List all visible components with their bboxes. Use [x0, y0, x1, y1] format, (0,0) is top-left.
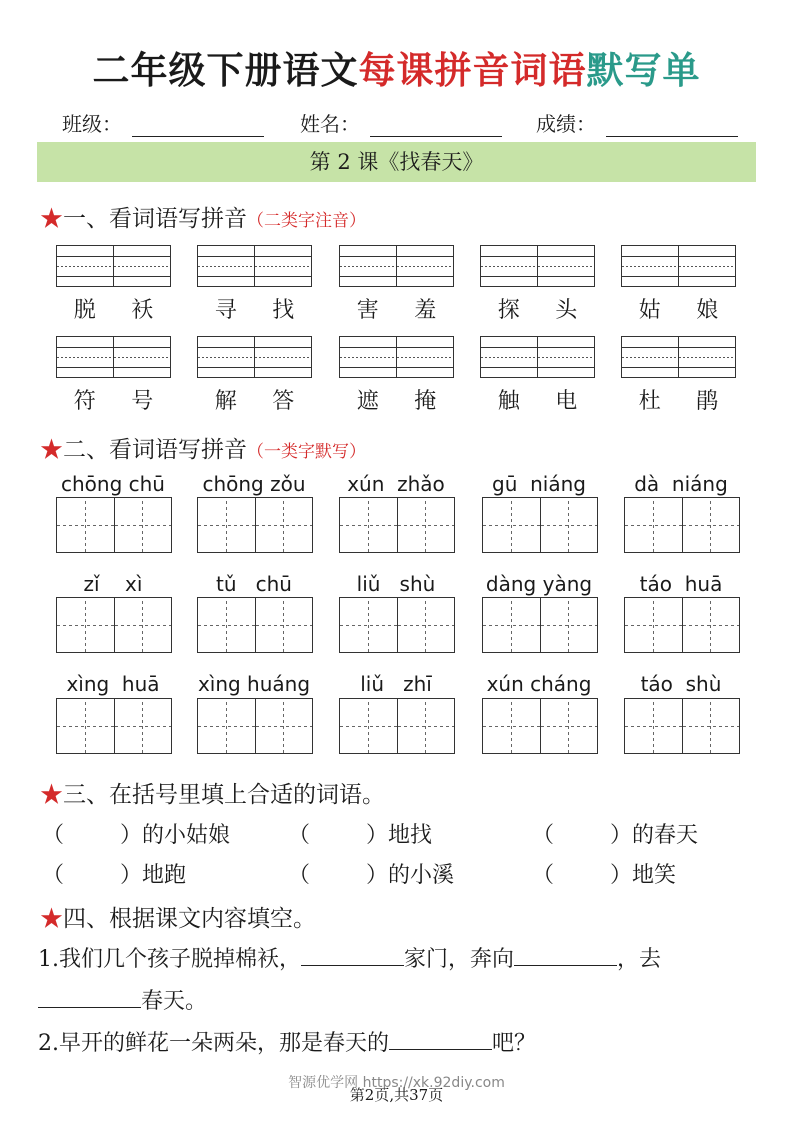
watermark: 智源优学网 https://xk.92diy.com — [288, 1075, 505, 1091]
pinyin-label: dàng yàng — [485, 572, 593, 596]
hanzi-char: 害 — [356, 298, 379, 323]
tianzige-box[interactable] — [339, 597, 455, 653]
pinyin-label: táo huā — [639, 572, 723, 596]
pinyin-cell[interactable] — [198, 246, 254, 286]
score-field — [536, 108, 738, 137]
pinyin-cell[interactable] — [396, 246, 453, 286]
class-blank[interactable] — [132, 116, 264, 137]
class-field — [62, 108, 264, 137]
fill-blank-item[interactable]: （ ）的小溪 — [288, 863, 454, 888]
tianzige-cell[interactable] — [397, 598, 455, 652]
pinyin-label: xún zhǎo — [347, 472, 445, 496]
pinyin-cell[interactable] — [254, 246, 311, 286]
tianzige-box[interactable] — [197, 497, 313, 553]
name-label: 姓名： — [300, 112, 360, 136]
hanzi-char: 解 — [214, 389, 237, 414]
star-icon: ★ — [40, 437, 63, 463]
tianzige-cell[interactable] — [255, 598, 313, 652]
pinyin-cell[interactable] — [254, 337, 311, 377]
tianzige-box[interactable] — [56, 497, 172, 553]
tianzige-box[interactable] — [197, 597, 313, 653]
hanzi-char: 电 — [555, 389, 578, 414]
section4-title: 四、根据课文内容填空。 — [63, 906, 316, 932]
pinyin-label: liǔ zhī — [360, 672, 432, 696]
hanzi-char: 袄 — [131, 298, 154, 323]
pinyin-label: xìng huáng — [197, 672, 311, 696]
hanzi-word — [197, 293, 312, 324]
tianzige-box[interactable] — [339, 497, 455, 553]
hanzi-word — [339, 384, 454, 415]
pinyin-cell[interactable] — [537, 337, 594, 377]
question-2 — [38, 1026, 536, 1057]
pinyin-cell[interactable] — [198, 337, 254, 377]
page-title — [0, 40, 793, 94]
q1-blank-1[interactable] — [301, 943, 404, 966]
q2-blank-1[interactable] — [389, 1027, 492, 1050]
tianzige-cell[interactable] — [198, 699, 255, 753]
tianzige-box[interactable] — [482, 497, 598, 553]
hanzi-char: 号 — [131, 389, 154, 414]
tianzige-cell[interactable] — [340, 498, 397, 552]
q2-text-a: 2.早开的鲜花一朵两朵，那是春天的 — [38, 1031, 389, 1056]
tianzige-cell[interactable] — [255, 498, 313, 552]
pinyin-write-box[interactable] — [621, 245, 736, 287]
tianzige-cell[interactable] — [483, 498, 540, 552]
pinyin-label: gū niáng — [492, 472, 586, 496]
tianzige-cell[interactable] — [483, 699, 540, 753]
pinyin-cell[interactable] — [678, 337, 735, 377]
class-label: 班级： — [62, 112, 122, 136]
tianzige-box[interactable] — [482, 597, 598, 653]
tianzige-cell[interactable] — [682, 498, 740, 552]
star-icon: ★ — [40, 906, 63, 932]
q1-text-a: 1.我们几个孩子脱掉棉袄， — [38, 947, 301, 972]
title-part-3: 默写单 — [586, 48, 701, 92]
pinyin-cell[interactable] — [622, 337, 678, 377]
q1-text-c: ，去 — [617, 947, 662, 972]
star-icon: ★ — [40, 782, 63, 808]
section3-heading — [40, 776, 385, 809]
hanzi-word — [480, 293, 595, 324]
hanzi-word — [197, 384, 312, 415]
tianzige-box[interactable] — [624, 698, 740, 754]
pinyin-write-box[interactable] — [56, 336, 171, 378]
pinyin-cell[interactable] — [57, 246, 113, 286]
hanzi-char: 符 — [73, 389, 96, 414]
pinyin-label: zǐ xì — [83, 572, 143, 596]
section2-heading — [40, 431, 366, 464]
pinyin-write-box[interactable] — [480, 245, 595, 287]
q1-text-b: 家门，奔向 — [404, 947, 515, 972]
pinyin-write-box[interactable] — [339, 336, 454, 378]
title-part-2: 每课拼音词语 — [358, 48, 587, 92]
pinyin-cell[interactable] — [113, 337, 170, 377]
tianzige-cell[interactable] — [483, 598, 540, 652]
hanzi-char: 遮 — [356, 389, 379, 414]
tianzige-box[interactable] — [56, 698, 172, 754]
hanzi-word — [621, 293, 736, 324]
tianzige-cell[interactable] — [625, 598, 682, 652]
tianzige-cell[interactable] — [340, 598, 397, 652]
pinyin-cell[interactable] — [57, 337, 113, 377]
pinyin-label: chōng zǒu — [202, 472, 306, 496]
tianzige-cell[interactable] — [114, 699, 172, 753]
pinyin-label: tǔ chū — [216, 572, 292, 596]
tianzige-cell[interactable] — [625, 498, 682, 552]
pinyin-label: táo shù — [640, 672, 722, 696]
tianzige-cell[interactable] — [682, 699, 740, 753]
hanzi-word — [621, 384, 736, 415]
pinyin-write-box[interactable] — [339, 245, 454, 287]
q1-blank-2[interactable] — [514, 943, 617, 966]
pinyin-cell[interactable] — [481, 246, 537, 286]
star-icon: ★ — [40, 206, 63, 232]
hanzi-word — [480, 384, 595, 415]
fill-blank-item[interactable]: （ ）地跑 — [42, 863, 186, 888]
page-number: 第2页,共37页 — [349, 1086, 444, 1104]
tianzige-cell[interactable] — [540, 498, 598, 552]
tianzige-cell[interactable] — [114, 498, 172, 552]
pinyin-cell[interactable] — [396, 337, 453, 377]
pinyin-cell[interactable] — [340, 246, 396, 286]
q2-text-b: 吧？ — [492, 1031, 537, 1056]
tianzige-cell[interactable] — [57, 598, 114, 652]
hanzi-char: 探 — [497, 298, 520, 323]
pinyin-write-box[interactable] — [480, 336, 595, 378]
tianzige-cell[interactable] — [682, 598, 740, 652]
hanzi-char: 找 — [272, 298, 295, 323]
tianzige-cell[interactable] — [114, 598, 172, 652]
q1-blank-3[interactable] — [38, 985, 141, 1008]
hanzi-word — [56, 293, 171, 324]
q1-text-d: 春天。 — [141, 989, 208, 1014]
section4-heading — [40, 900, 316, 933]
tianzige-cell[interactable] — [198, 498, 255, 552]
title-part-1: 二年级下册语文 — [92, 48, 359, 92]
hanzi-char: 头 — [555, 298, 578, 323]
hanzi-char: 娘 — [696, 298, 719, 323]
fill-blank-item[interactable]: （ ）的春天 — [532, 823, 698, 848]
pinyin-label: chōng chū — [61, 472, 165, 496]
tianzige-box[interactable] — [339, 698, 455, 754]
tianzige-cell[interactable] — [255, 699, 313, 753]
tianzige-cell[interactable] — [57, 498, 114, 552]
hanzi-char: 触 — [497, 389, 520, 414]
tianzige-box[interactable] — [482, 698, 598, 754]
pinyin-cell[interactable] — [678, 246, 735, 286]
hanzi-char: 脱 — [73, 298, 96, 323]
tianzige-cell[interactable] — [340, 699, 397, 753]
name-blank[interactable] — [370, 116, 502, 137]
pinyin-cell[interactable] — [537, 246, 594, 286]
pinyin-cell[interactable] — [481, 337, 537, 377]
score-label: 成绩： — [536, 112, 596, 136]
score-blank[interactable] — [606, 116, 738, 137]
lesson-banner: 第 2 课《找春天》 — [37, 142, 756, 182]
pinyin-label: liǔ shù — [356, 572, 436, 596]
name-field — [300, 108, 502, 137]
pinyin-cell[interactable] — [622, 246, 678, 286]
pinyin-cell[interactable] — [340, 337, 396, 377]
hanzi-word — [56, 384, 171, 415]
pinyin-write-box[interactable] — [197, 245, 312, 287]
tianzige-cell[interactable] — [57, 699, 114, 753]
hanzi-char: 姑 — [638, 298, 661, 323]
tianzige-cell[interactable] — [625, 699, 682, 753]
tianzige-cell[interactable] — [198, 598, 255, 652]
pinyin-cell[interactable] — [113, 246, 170, 286]
pinyin-write-box[interactable] — [621, 336, 736, 378]
section1-title: 一、看词语写拼音 — [63, 206, 247, 232]
pinyin-write-box[interactable] — [197, 336, 312, 378]
hanzi-char: 寻 — [214, 298, 237, 323]
hanzi-word — [339, 293, 454, 324]
tianzige-cell[interactable] — [397, 498, 455, 552]
section2-title: 二、看词语写拼音 — [63, 437, 247, 463]
tianzige-box[interactable] — [197, 698, 313, 754]
section1-note: （二类字注音） — [247, 211, 366, 231]
pinyin-label: dà niáng — [634, 472, 728, 496]
tianzige-box[interactable] — [624, 597, 740, 653]
section3-title: 三、在括号里填上合适的词语。 — [63, 782, 385, 808]
tianzige-cell[interactable] — [540, 699, 598, 753]
tianzige-box[interactable] — [56, 597, 172, 653]
fill-blank-item[interactable]: （ ）地找 — [288, 823, 432, 848]
pinyin-write-box[interactable] — [56, 245, 171, 287]
question-1-line-2 — [38, 984, 207, 1015]
section1-heading — [40, 200, 366, 233]
tianzige-cell[interactable] — [397, 699, 455, 753]
section2-note: （一类字默写） — [247, 442, 366, 462]
fill-blank-item[interactable]: （ ）地笑 — [532, 863, 676, 888]
tianzige-cell[interactable] — [540, 598, 598, 652]
hanzi-char: 答 — [272, 389, 295, 414]
pinyin-label: xìng huā — [66, 672, 160, 696]
fill-blank-item[interactable]: （ ）的小姑娘 — [42, 823, 230, 848]
tianzige-box[interactable] — [624, 497, 740, 553]
hanzi-char: 羞 — [414, 298, 437, 323]
hanzi-char: 掩 — [414, 389, 437, 414]
hanzi-char: 杜 — [638, 389, 661, 414]
pinyin-label: xún cháng — [486, 672, 592, 696]
question-1-line-1 — [38, 942, 661, 973]
hanzi-char: 鹃 — [696, 389, 719, 414]
